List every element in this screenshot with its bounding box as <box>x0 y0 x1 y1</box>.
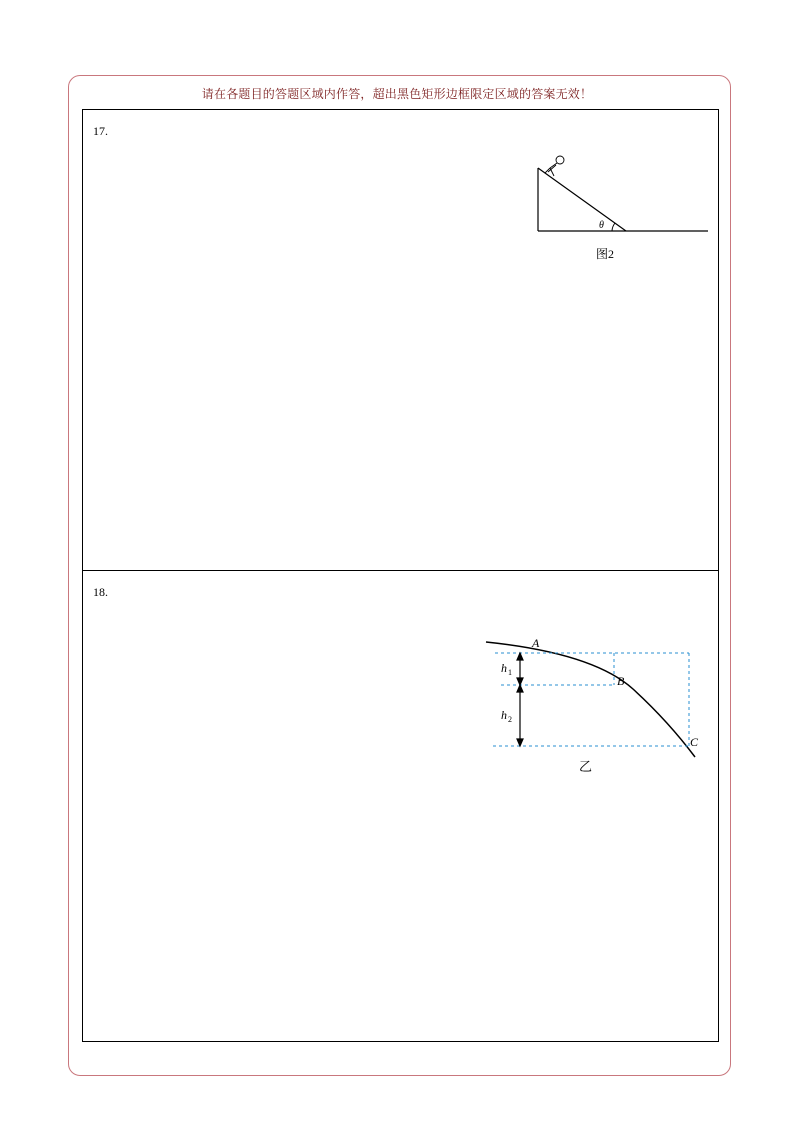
h1-label: h <box>501 661 507 675</box>
answer-box-17[interactable] <box>82 109 719 571</box>
point-b-label: B <box>617 674 625 688</box>
height-arrows <box>517 653 523 746</box>
angle-label: θ <box>599 220 604 231</box>
point-c-label: C <box>690 735 699 749</box>
answer-box-18[interactable] <box>82 570 719 1042</box>
question-number-18: 18. <box>93 585 108 599</box>
dashed-guides <box>493 653 689 746</box>
figure-caption-yi: 乙 <box>579 759 593 774</box>
figure-yi-trajectory <box>483 631 703 781</box>
point-a-label: A <box>532 636 540 650</box>
angle-arc <box>612 223 615 231</box>
h1-subscript: 1 <box>508 668 512 677</box>
incline-slope <box>538 168 626 231</box>
figure-caption-2: 图2 <box>596 247 615 261</box>
h2-label: h <box>501 708 507 722</box>
figure-2-incline <box>536 146 716 266</box>
h2-subscript: 2 <box>508 715 512 724</box>
question-number-17: 17. <box>93 124 108 138</box>
trajectory-diagram <box>483 631 703 781</box>
answer-area-notice: 请在各题目的答题区域内作答，超出黑色矩形边框限定区域的答案无效！ <box>201 87 593 101</box>
incline-diagram <box>536 146 716 266</box>
skier-figure <box>545 156 564 176</box>
